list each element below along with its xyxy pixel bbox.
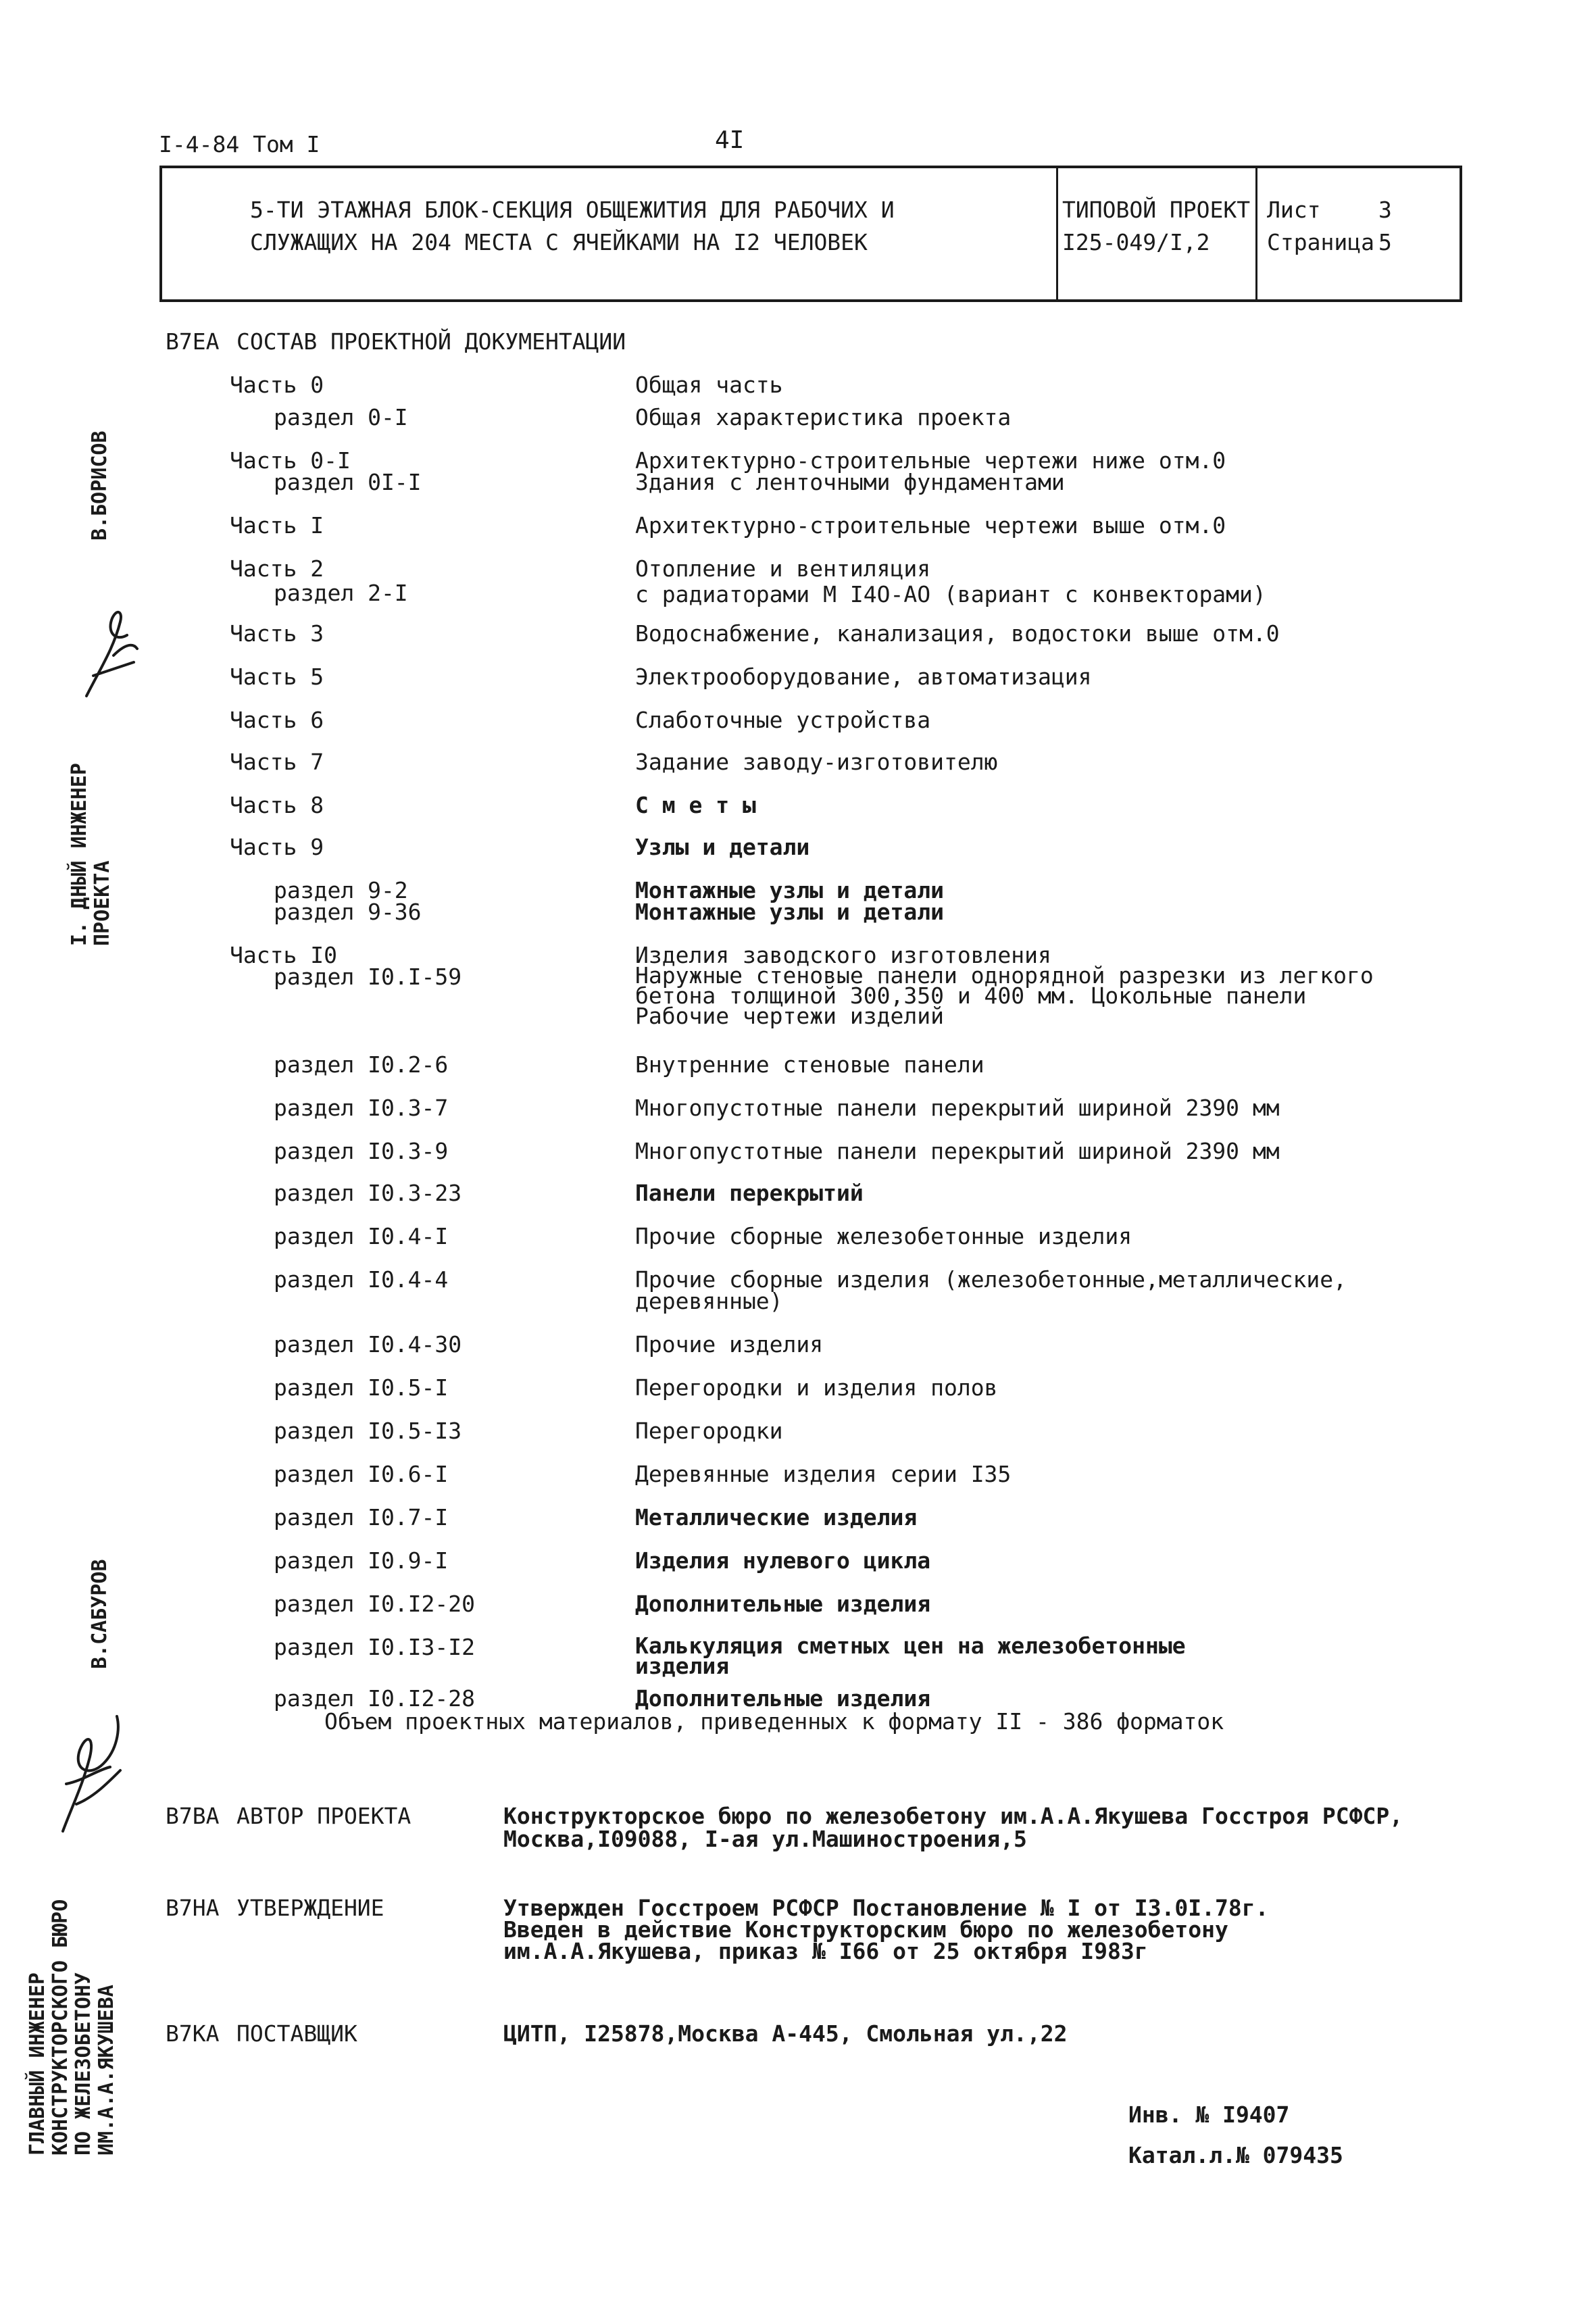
signature-bottom: [53, 1703, 134, 1838]
approval-code: В7НА: [166, 1895, 220, 1921]
title-line-2: СЛУЖАЩИХ НА 204 МЕСТА С ЯЧЕЙКАМИ НА I2 ЧЕЛОВЕК: [250, 229, 868, 255]
part-desc: с радиаторами М I4О-АО (вариант с конвекторами): [635, 581, 1266, 607]
part-label: Часть I0: [230, 942, 337, 968]
supplier-line-1: ЦИТП, I25878,Москва А-445, Смольная ул.,22: [503, 2020, 1068, 2047]
part-label: раздел I0.4-I: [274, 1223, 449, 1249]
part-label: Часть 7: [230, 749, 324, 775]
part-desc: Водоснабжение, канализация, водостоки выше отм.0: [635, 620, 1280, 647]
part-label: раздел I0.4-30: [274, 1331, 462, 1358]
part-label: раздел I0.5-I3: [274, 1418, 462, 1444]
part-desc: Отопление и вентиляция: [635, 555, 931, 582]
margin-role-top-line-2: ПРОЕКТА: [91, 860, 114, 946]
part-desc: деревянные): [635, 1288, 783, 1314]
part-label: раздел I0.3-7: [274, 1095, 449, 1121]
approval-line-3: им.А.А.Якушева, приказ № I66 от 25 октября I983г: [503, 1938, 1148, 1964]
part-label: раздел I0.4-4: [274, 1266, 449, 1293]
part-desc: Многопустотные панели перекрытий шириной 2390 мм: [635, 1138, 1280, 1164]
volume-note: Объем проектных материалов, приведенных к формату II - 386 форматок: [324, 1708, 1224, 1735]
part-label: раздел I0.6-I: [274, 1461, 449, 1487]
part-desc: Общая часть: [635, 372, 783, 398]
author-line-2: Москва,I09088, I-ая ул.Машиностроения,5: [503, 1826, 1027, 1852]
part-label: раздел I0.I2-28: [274, 1685, 476, 1712]
part-label: раздел I0.3-23: [274, 1180, 462, 1206]
composition-code: В7ЕА: [166, 328, 220, 355]
approval-line-1: Утвержден Госстроем РСФСР Постановление № I от I3.0I.78г.: [503, 1895, 1269, 1921]
page-label: Страница: [1267, 229, 1374, 255]
part-desc: Рабочие чертежи изделий: [635, 1003, 944, 1029]
doc-ref: I-4-84 Том I: [159, 131, 320, 157]
part-label: Часть 2: [230, 555, 324, 582]
part-desc: Перегородки: [635, 1418, 783, 1444]
part-desc: Узлы и детали: [635, 834, 810, 860]
part-desc: Монтажные узлы и детали: [635, 877, 944, 903]
sheet-label: Лист: [1267, 197, 1321, 223]
part-desc: Прочие сборные изделия (железобетонные,металлические,: [635, 1266, 1347, 1293]
signature-top: [73, 595, 147, 703]
part-desc: Изделия заводского изготовления: [635, 942, 1051, 968]
part-label: Часть 9: [230, 834, 324, 860]
project-label: ТИПОВОЙ ПРОЕКТ: [1062, 197, 1251, 223]
part-label: Часть 0-I: [230, 447, 351, 474]
part-desc: С м е т ы: [635, 792, 756, 818]
part-label: раздел I0.5-I: [274, 1374, 449, 1401]
part-label: раздел 0I-I: [274, 469, 422, 495]
part-label: раздел I0.I3-I2: [274, 1634, 476, 1660]
part-desc: Деревянные изделия серии I35: [635, 1461, 1012, 1487]
part-desc: Электрооборудование, автоматизация: [635, 664, 1092, 690]
part-label: Часть 3: [230, 620, 324, 647]
part-label: Часть I: [230, 512, 324, 539]
supplier-code: В7КА: [166, 2020, 220, 2047]
project-code: I25-049/I,2: [1062, 229, 1210, 255]
part-label: раздел 2-I: [274, 580, 408, 606]
part-label: раздел I0.7-I: [274, 1504, 449, 1530]
part-label: Часть 5: [230, 664, 324, 690]
margin-role-bottom-line-4: ИМ.А.А.ЯКУШЕВА: [95, 1985, 118, 2156]
page-number: 4I: [715, 126, 745, 154]
margin-role-bottom-line-1: ГЛАВНЫЙ ИНЖЕНЕР: [26, 1972, 49, 2156]
part-desc: Слаботочные устройства: [635, 707, 931, 733]
margin-name-top: В.БОРИСОВ: [88, 430, 111, 541]
part-desc: Общая характеристика проекта: [635, 404, 1012, 430]
part-label: раздел 9-36: [274, 899, 422, 925]
margin-role-top-line-1: I. ДНЫЙ ИНЖЕНЕР: [68, 763, 91, 946]
part-desc: Изделия нулевого цикла: [635, 1547, 931, 1574]
author-code: В7ВА: [166, 1803, 220, 1829]
sheet-value: 3: [1378, 197, 1392, 223]
part-desc: Многопустотные панели перекрытий шириной 2390 мм: [635, 1095, 1280, 1121]
part-label: раздел 0-I: [274, 404, 408, 430]
part-label: раздел I0.9-I: [274, 1547, 449, 1574]
part-label: раздел I0.3-9: [274, 1138, 449, 1164]
part-desc: Металлические изделия: [635, 1504, 918, 1530]
inventory-number: Инв. № I9407: [1128, 2101, 1290, 2128]
part-desc: Дополнительные изделия: [635, 1685, 931, 1712]
title-block: [159, 166, 1462, 302]
approval-line-2: Введен в действие Конструкторским бюро по железобетону: [503, 1916, 1228, 1943]
part-desc: Калькуляция сметных цен на железобетонные: [635, 1633, 1186, 1659]
margin-role-bottom-line-2: КОНСТРУКТОРСКОГО БЮРО: [49, 1899, 72, 2156]
part-desc: Наружные стеновые панели однорядной разрезки из легкого: [635, 962, 1374, 989]
author-line-1: Конструкторское бюро по железобетону им.А.А.Якушева Госстроя РСФСР,: [503, 1803, 1403, 1829]
catalog-number: Катал.л.№ 079435: [1128, 2142, 1343, 2168]
composition-heading: СОСТАВ ПРОЕКТНОЙ ДОКУМЕНТАЦИИ: [236, 328, 626, 355]
part-desc: Внутренние стеновые панели: [635, 1051, 984, 1078]
part-desc: Прочие изделия: [635, 1331, 824, 1358]
part-desc: Панели перекрытий: [635, 1180, 864, 1206]
part-desc: Здания с ленточными фундаментами: [635, 469, 1065, 495]
part-desc: Монтажные узлы и детали: [635, 899, 944, 925]
part-label: раздел I0.I2-20: [274, 1591, 476, 1617]
part-desc: Перегородки и изделия полов: [635, 1374, 998, 1401]
part-desc: Архитектурно-строительные чертежи ниже отм.0: [635, 447, 1226, 474]
part-label: раздел I0.2-6: [274, 1051, 449, 1078]
title-line-1: 5-ТИ ЭТАЖНАЯ БЛОК-СЕКЦИЯ ОБЩЕЖИТИЯ ДЛЯ РАБОЧИХ И: [250, 197, 895, 223]
part-desc: изделия: [635, 1653, 730, 1679]
margin-name-bottom: В.САБУРОВ: [88, 1559, 111, 1669]
part-label: Часть 0: [230, 372, 324, 398]
author-label: АВТОР ПРОЕКТА: [236, 1803, 412, 1829]
part-desc: бетона толщиной 300,350 и 400 мм. Цокольные панели: [635, 982, 1307, 1009]
part-desc: Архитектурно-строительные чертежи выше отм.0: [635, 512, 1226, 539]
part-label: Часть 8: [230, 792, 324, 818]
margin-role-bottom-line-3: ПО ЖЕЛЕЗОБЕТОНУ: [72, 1972, 95, 2156]
part-label: раздел 9-2: [274, 877, 408, 903]
part-desc: Задание заводу-изготовителю: [635, 749, 998, 775]
supplier-label: ПОСТАВЩИК: [236, 2020, 357, 2047]
part-desc: Прочие сборные железобетонные изделия: [635, 1223, 1132, 1249]
part-desc: Дополнительные изделия: [635, 1591, 931, 1617]
part-label: Часть 6: [230, 707, 324, 733]
approval-label: УТВЕРЖДЕНИЕ: [236, 1895, 384, 1921]
page-value: 5: [1378, 229, 1392, 255]
part-label: раздел I0.I-59: [274, 964, 462, 990]
